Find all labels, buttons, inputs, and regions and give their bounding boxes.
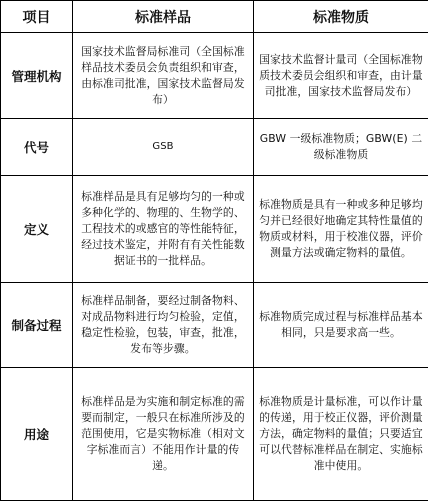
material-cell: 国家技术监督计量司（全国标准物质技术委员会组织和审查，由计量司批准，国家技术监督局发布） [254,33,428,119]
table-row [1,176,428,283]
row-label: 用途 [1,368,73,501]
row-label: 代号 [1,119,73,176]
sample-cell: 国家技术监督局标准司（全国标准样品技术委员会负责组织和审查，由标准司批准，国家技术监督局发布） [73,33,254,119]
sample-cell: GSB [73,119,254,176]
material-cell: GBW 一级标准物质；GBW(E) 二级标准物质 [254,119,428,176]
table-row [1,33,428,119]
row-label: 制备过程 [1,283,73,368]
row-label: 管理机构 [1,33,73,119]
header-standard-material: 标准物质 [254,1,428,33]
sample-cell: 标准样品制备，要经过制备物料、对成品物料进行均匀检验，定值，稳定性检验，包装，审查，批准，发布等步骤。 [73,283,254,368]
material-cell: 标准物质是具有一种或多种足够均匀并已经很好地确定其特性量值的物质或材料，用于校准仪器，评价测量方法或确定物料的量值。 [254,176,428,283]
material-cell: 标准物质是计量标准，可以作计量的传递，用于校正仪器，评价测量方法，确定物料的量值；只要适宜可以代替标准样品在制定、实施标准中使用。 [254,368,428,501]
table-row [1,368,428,501]
sample-cell: 标准样品是为实施和制定标准的需要而制定，一般只在标准所涉及的范围使用，它是实物标准（相对文字标准而言）不能用作计量的传递。 [73,368,254,501]
table-row [1,283,428,368]
header-item: 项目 [1,1,73,33]
table-header-row [1,1,428,33]
header-standard-sample: 标准样品 [73,1,254,33]
row-label: 定义 [1,176,73,283]
sample-cell: 标准样品是具有足够均匀的一种或多种化学的、物理的、生物学的、工程技术的或感官的等性能特征，经过技术鉴定，并附有有关性能数据证书的一批样品。 [73,176,254,283]
material-cell: 标准物质完成过程与标准样品基本相同，只是要求高一些。 [254,283,428,368]
table-row [1,119,428,176]
